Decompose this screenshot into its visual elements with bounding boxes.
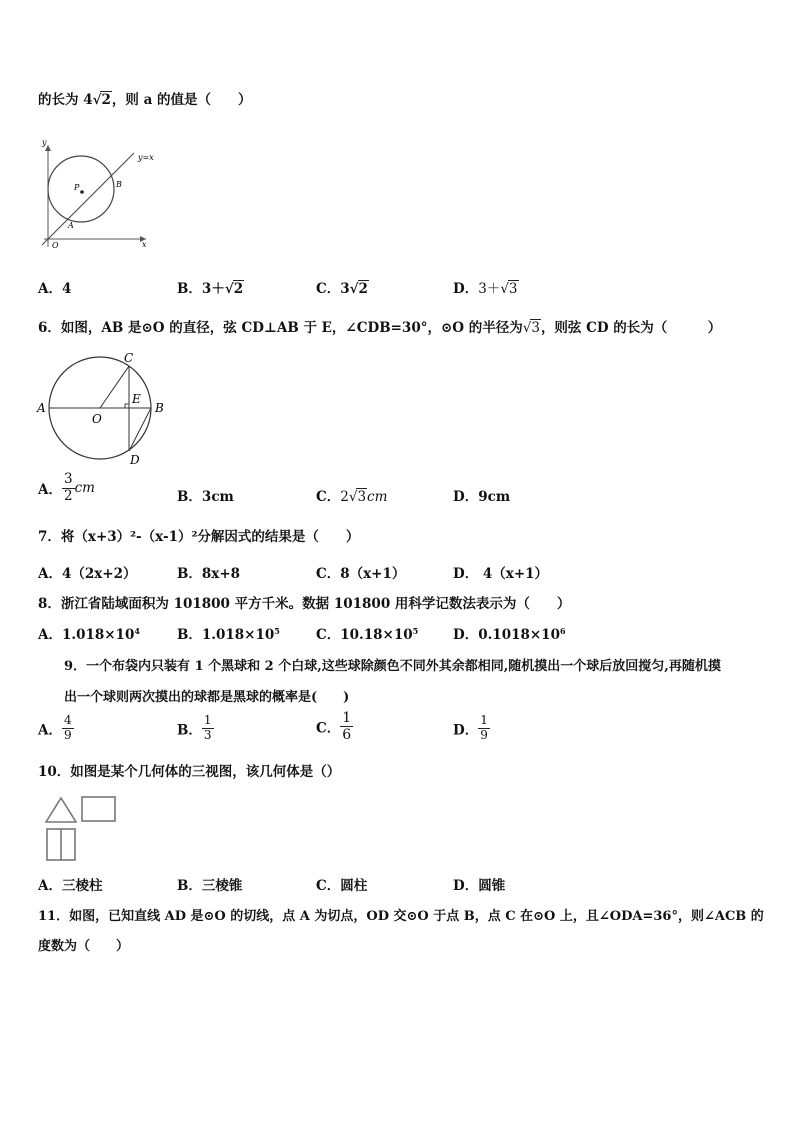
label-x: x [142,240,147,249]
sqrt-symbol: √3 [500,281,518,297]
q10-option-b: B．三棱锥 [177,878,243,894]
q8-option-b: B．$1.018\times 10^5$ [177,626,280,643]
front-view-triangle [46,798,76,822]
q6-figure [34,348,174,468]
q8-option-c: C．$10.18\times 10^5$ [316,626,419,643]
sqrt-symbol: √2 [224,281,244,297]
sqrt-symbol: √3 [348,489,367,505]
fraction: $\frac{1}{6}$ [342,710,352,744]
q6-option-d: D．9cm [453,489,511,505]
q5-option-d: D．3＋√3 [453,281,518,297]
q7-option-c: C．8（x+1） [316,566,406,582]
q10-stem: 10．如图是某个几何体的三视图，该几何体是（） [38,764,341,780]
q7-option-a: A．4（2x+2） [38,566,137,582]
label-o: O [52,241,59,250]
sqrt-symbol: √2 [92,92,111,108]
fraction: $\frac{4}{9}$ [63,713,72,742]
label-e: E [132,392,141,406]
segment-bd [129,408,151,451]
q10-option-a: A．三棱柱 [38,878,103,894]
point-p [80,190,84,194]
q8-option-a: A．$1.018\times 10^4$ [38,626,140,643]
q10-option-c: C．圆柱 [316,878,368,894]
q5-option-c: C．3√2 [316,281,368,297]
circle-p [48,156,114,222]
segment-oc [100,366,129,408]
label-line: y=x [138,153,154,162]
fraction: $\frac{1}{9}$ [480,713,488,742]
q9-option-a: A． $\frac{4}{9}$ [38,713,72,742]
q6-stem: 6．如图，AB 是⊙O 的直径，弦 CD⊥AB 于 E，∠CDB=30°，⊙O 的半径为√3，则弦 CD 的长为（ ） [38,320,722,336]
sqrt-symbol: √2 [349,281,368,297]
label-a: A [68,221,74,230]
label-a: A [37,401,46,415]
q8-option-d: D．$0.1018\times 10^6$ [453,626,566,643]
label-c: C [124,351,134,365]
fraction: $\frac{3}{2}$ [63,471,73,504]
q7-option-b: B．8x+8 [177,566,241,582]
q9-option-b: B． $\frac{1}{3}$ [177,713,212,742]
q9-stem-line2: 出一个球则两次摸出的球都是黑球的概率是( ) [64,690,350,705]
q10-three-views-figure [42,793,122,865]
q11-stem-line1: 11．如图，已知直线 AD 是⊙O 的切线，点 A 为切点，OD 交⊙O 于点 B，点 C 在⊙O 上，且∠ODA=36°，则∠ACB 的 [38,909,764,924]
label-b: B [155,401,164,415]
label-d: D [130,453,140,467]
side-view-rectangle [82,797,115,821]
q11-stem-line2: 度数为（ ） [38,939,130,954]
label-b: B [116,180,122,189]
q5-option-a: A．4 [38,281,72,297]
label-y: y [42,138,47,147]
q6-option-a: A． $\frac{3}{2}$ cm [38,471,95,504]
q9-stem-line1: 9．一个布袋内只装有 1 个黑球和 2 个白球,这些球除颜色不同外其余都相同,随机摸出一个球后放回搅匀,再随机摸 [64,659,721,674]
label-o: O [92,412,102,426]
fraction: $\frac{1}{3}$ [203,713,212,742]
label-p: P [74,183,80,192]
q7-option-d: D． 4（x+1） [453,566,549,582]
q10-option-d: D．圆锥 [453,878,506,894]
q7-stem: 7．将（x+3）²-（x-1）²分解因式的结果是（ ） [38,529,360,545]
q5-stem: 的长为 4√2，则 a 的值是（ ） [38,92,252,108]
sqrt-symbol: √3 [522,320,540,336]
q9-option-c: C． $\frac{1}{6}$ [316,710,352,744]
q9-option-d: D． $\frac{1}{9}$ [453,713,488,742]
q8-stem: 8．浙江省陆域面积为 101800 平方千米。数据 101800 用科学记数法表示为（ ） [38,596,571,612]
q5-option-b: B．3＋√2 [177,281,244,297]
q6-option-b: B．3cm [177,489,234,505]
q5-figure [34,135,154,250]
q6-option-c: C．2√3cm [316,489,388,505]
